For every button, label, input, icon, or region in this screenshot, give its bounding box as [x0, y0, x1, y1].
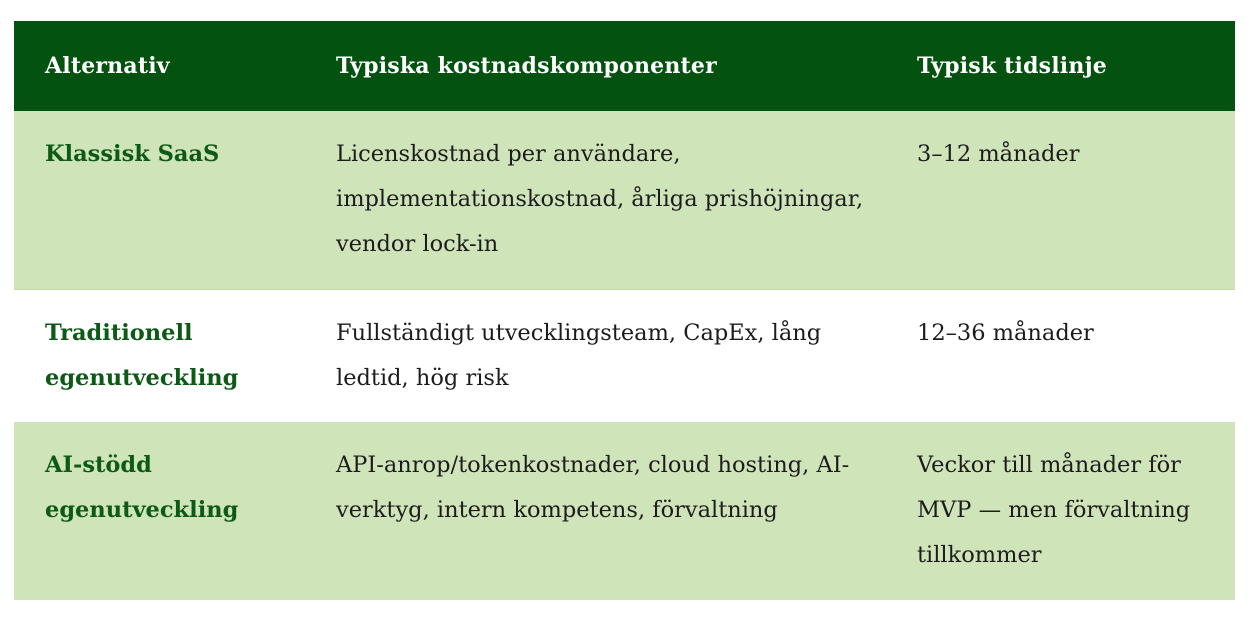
cell-cost-components: API-anrop/tokenkostnader, cloud hosting, AI-verktyg, intern kompetens, förvaltning [336, 452, 850, 523]
table-row [14, 422, 1235, 600]
cell-cost-components: Licenskostnad per användare, implementationskostnad, årliga prishöjningar, vendor lock-in [336, 141, 864, 257]
comparison-table-container [14, 21, 1235, 600]
header-cost-components: Typiska kostnadskomponenter [336, 53, 717, 79]
cell-alternative: Klassisk SaaS [45, 141, 220, 167]
table-body [14, 111, 1235, 600]
table-row [14, 111, 1235, 290]
cell-cost-components: Fullständigt utvecklingsteam, CapEx, lång ledtid, hög risk [336, 320, 822, 391]
cell-timeline: Veckor till månader för MVP — men förvaltning tillkommer [917, 452, 1191, 568]
header-row [14, 21, 1235, 111]
comparison-table [14, 21, 1235, 600]
header-alternative: Alternativ [45, 53, 170, 79]
cell-alternative: Traditionell egenutveckling [45, 320, 239, 391]
cell-timeline: 3–12 månader [917, 141, 1080, 167]
table-row [14, 290, 1235, 423]
cell-timeline: 12–36 månader [917, 320, 1094, 346]
cell-alternative: AI-stödd egenutveckling [45, 452, 239, 523]
header-timeline: Typisk tidslinje [917, 53, 1107, 79]
table-header [14, 21, 1235, 111]
